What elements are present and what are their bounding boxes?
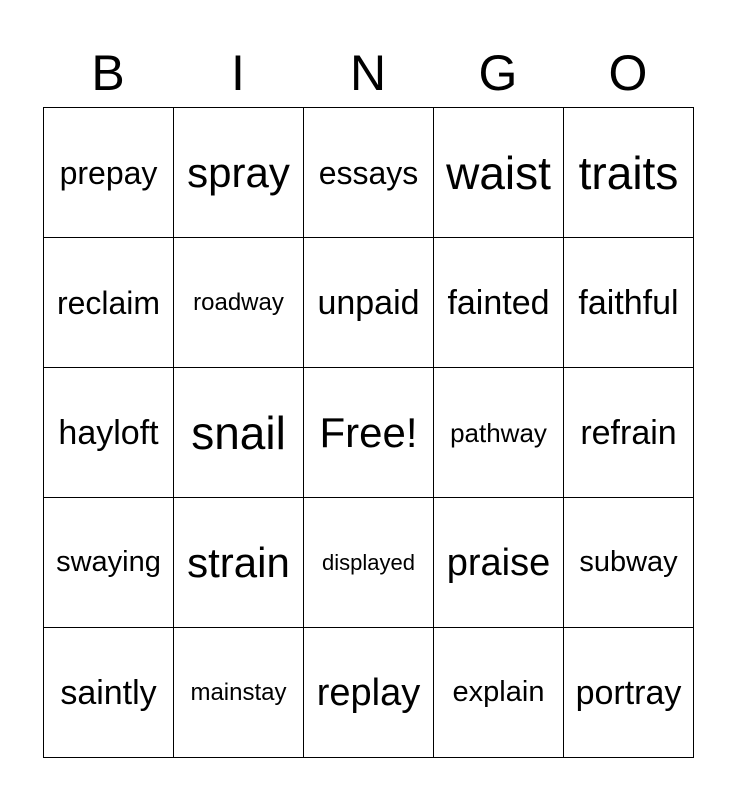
header-letter-o: O — [608, 45, 648, 101]
header-letter-i: I — [231, 45, 245, 101]
bingo-cell[interactable]: portray — [564, 628, 694, 758]
bingo-cell[interactable]: spray — [174, 108, 304, 238]
bingo-cell[interactable]: essays — [304, 108, 434, 238]
free-space[interactable]: Free! — [304, 368, 434, 498]
bingo-cell[interactable]: subway — [564, 498, 694, 628]
bingo-cell[interactable]: pathway — [434, 368, 564, 498]
bingo-cell[interactable]: unpaid — [304, 238, 434, 368]
bingo-cell[interactable]: refrain — [564, 368, 694, 498]
bingo-cell[interactable]: snail — [174, 368, 304, 498]
bingo-cell[interactable]: fainted — [434, 238, 564, 368]
bingo-cell[interactable]: faithful — [564, 238, 694, 368]
bingo-cell[interactable]: mainstay — [174, 628, 304, 758]
header-letter-n: N — [349, 45, 387, 101]
bingo-cell[interactable]: strain — [174, 498, 304, 628]
bingo-cell[interactable]: waist — [434, 108, 564, 238]
header-letter-g: G — [478, 45, 518, 101]
bingo-cell[interactable]: prepay — [44, 108, 174, 238]
bingo-cell[interactable]: displayed — [304, 498, 434, 628]
bingo-board — [43, 107, 694, 758]
bingo-cell[interactable]: hayloft — [44, 368, 174, 498]
bingo-cell[interactable]: explain — [434, 628, 564, 758]
bingo-cell[interactable]: swaying — [44, 498, 174, 628]
bingo-cell[interactable]: replay — [304, 628, 434, 758]
bingo-cell[interactable]: saintly — [44, 628, 174, 758]
bingo-cell[interactable]: traits — [564, 108, 694, 238]
bingo-cell[interactable]: roadway — [174, 238, 304, 368]
bingo-header — [43, 40, 693, 106]
bingo-cell[interactable]: praise — [434, 498, 564, 628]
header-letter-b: B — [91, 45, 125, 101]
bingo-cell[interactable]: reclaim — [44, 238, 174, 368]
